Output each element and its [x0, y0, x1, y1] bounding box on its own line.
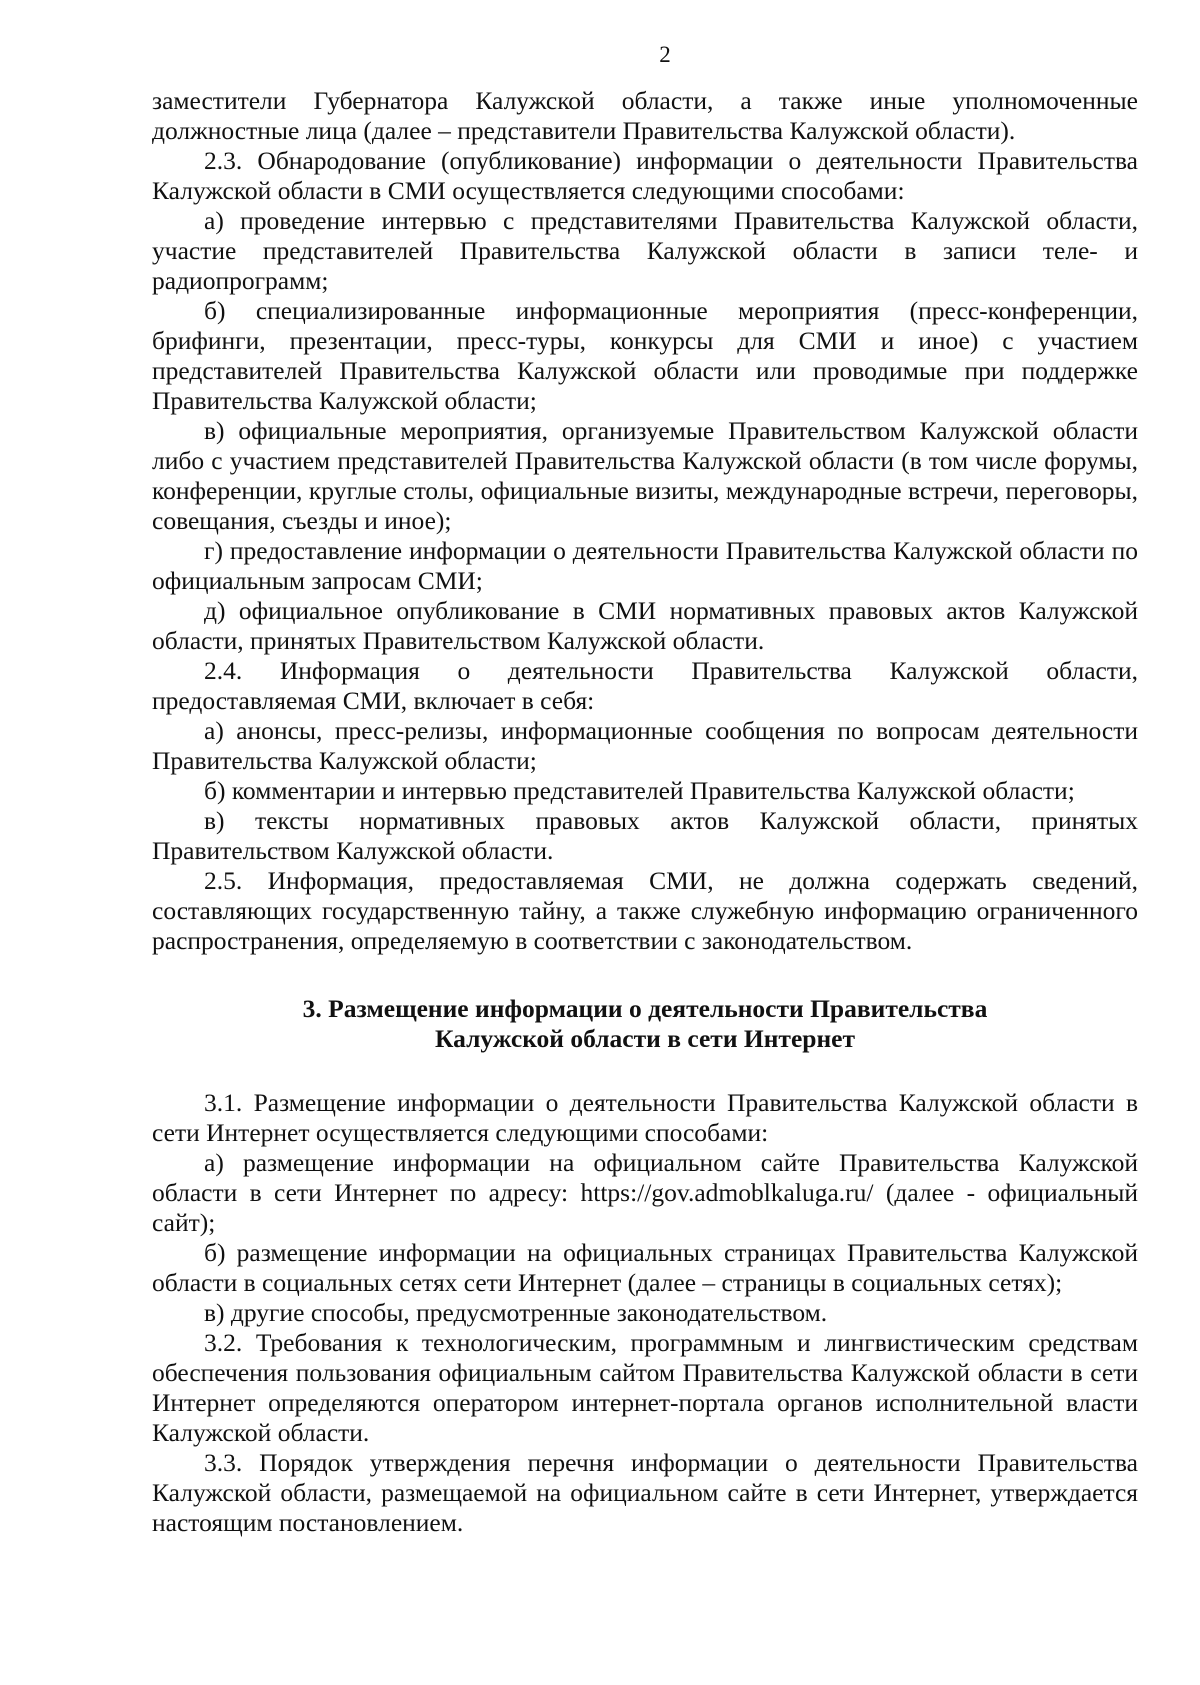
paragraph: 2.5. Информация, предоставляемая СМИ, не должна содержать сведений, составляющих государственную тайну, а также служебную информацию ограниченного распространения, определяемую в соответствии с законодательством.	[152, 866, 1138, 955]
paragraph: 2.4. Информация о деятельности Правительства Калужской области, предоставляемая СМИ, включает в себя:	[152, 656, 1138, 715]
section-heading-line-2: Калужской области в сети Интернет	[435, 1024, 855, 1053]
paragraph: а) проведение интервью с представителями Правительства Калужской области, участие представителей Правительства Калужской области в записи теле- и радиопрограмм;	[152, 206, 1138, 295]
paragraph: 3.3. Порядок утверждения перечня информации о деятельности Правительства Калужской области, размещаемой на официальном сайте в сети Интернет, утверждается настоящим постановлением.	[152, 1448, 1138, 1537]
paragraph: б) комментарии и интервью представителей Правительства Калужской области;	[204, 776, 1075, 805]
paragraphs-before-heading	[152, 86, 1138, 956]
paragraphs-after-heading	[152, 1088, 1138, 1538]
paragraph: а) анонсы, пресс-релизы, информационные сообщения по вопросам деятельности Правительства Калужской области;	[152, 716, 1138, 775]
section-heading	[152, 994, 1138, 1054]
paragraph: 2.3. Обнародование (опубликование) информации о деятельности Правительства Калужской области в СМИ осуществляется следующими способами:	[152, 146, 1138, 205]
document-body	[152, 86, 1138, 1538]
paragraph: г) предоставление информации о деятельности Правительства Калужской области по официальным запросам СМИ;	[152, 536, 1138, 595]
paragraph: б) размещение информации на официальных страницах Правительства Калужской области в социальных сетях сети Интернет (далее – страницы в социальных сетях);	[152, 1238, 1138, 1297]
paragraph: в) тексты нормативных правовых актов Калужской области, принятых Правительством Калужской области.	[152, 806, 1138, 865]
paragraph: 3.1. Размещение информации о деятельности Правительства Калужской области в сети Интернет осуществляется следующими способами:	[152, 1088, 1138, 1147]
paragraph: б) специализированные информационные мероприятия (пресс-конференции, брифинги, презентации, пресс-туры, конкурсы для СМИ и иное) с участием представителей Правительства Калужской области или проводимые при поддержке Правительства Калужской области;	[152, 296, 1138, 415]
paragraph: а) размещение информации на официальном сайте Правительства Калужской области в сети Интернет по адресу: https://gov.admoblkaluga.ru/ (далее - официальный сайт);	[152, 1148, 1138, 1237]
section-heading-line-1: 3. Размещение информации о деятельности Правительства	[302, 994, 988, 1023]
paragraph: 3.2. Требования к технологическим, программным и лингвистическим средствам обеспечения пользования официальным сайтом Правительства Калужской области в сети Интернет определяются оператором интернет-портала органов исполнительной власти Калужской области.	[152, 1328, 1138, 1447]
paragraph: в) официальные мероприятия, организуемые Правительством Калужской области либо с участием представителей Правительства Калужской области (в том числе форумы, конференции, круглые столы, официальные визиты, международные встречи, переговоры, совещания, съезды и иное);	[152, 416, 1138, 535]
page-number: 2	[659, 42, 671, 67]
paragraph: заместители Губернатора Калужской области, а также иные уполномоченные должностные лица (далее – представители Правительства Калужской области).	[152, 86, 1138, 145]
paragraph: в) другие способы, предусмотренные законодательством.	[204, 1298, 828, 1327]
paragraph: д) официальное опубликование в СМИ нормативных правовых актов Калужской области, принятых Правительством Калужской области.	[152, 596, 1138, 655]
